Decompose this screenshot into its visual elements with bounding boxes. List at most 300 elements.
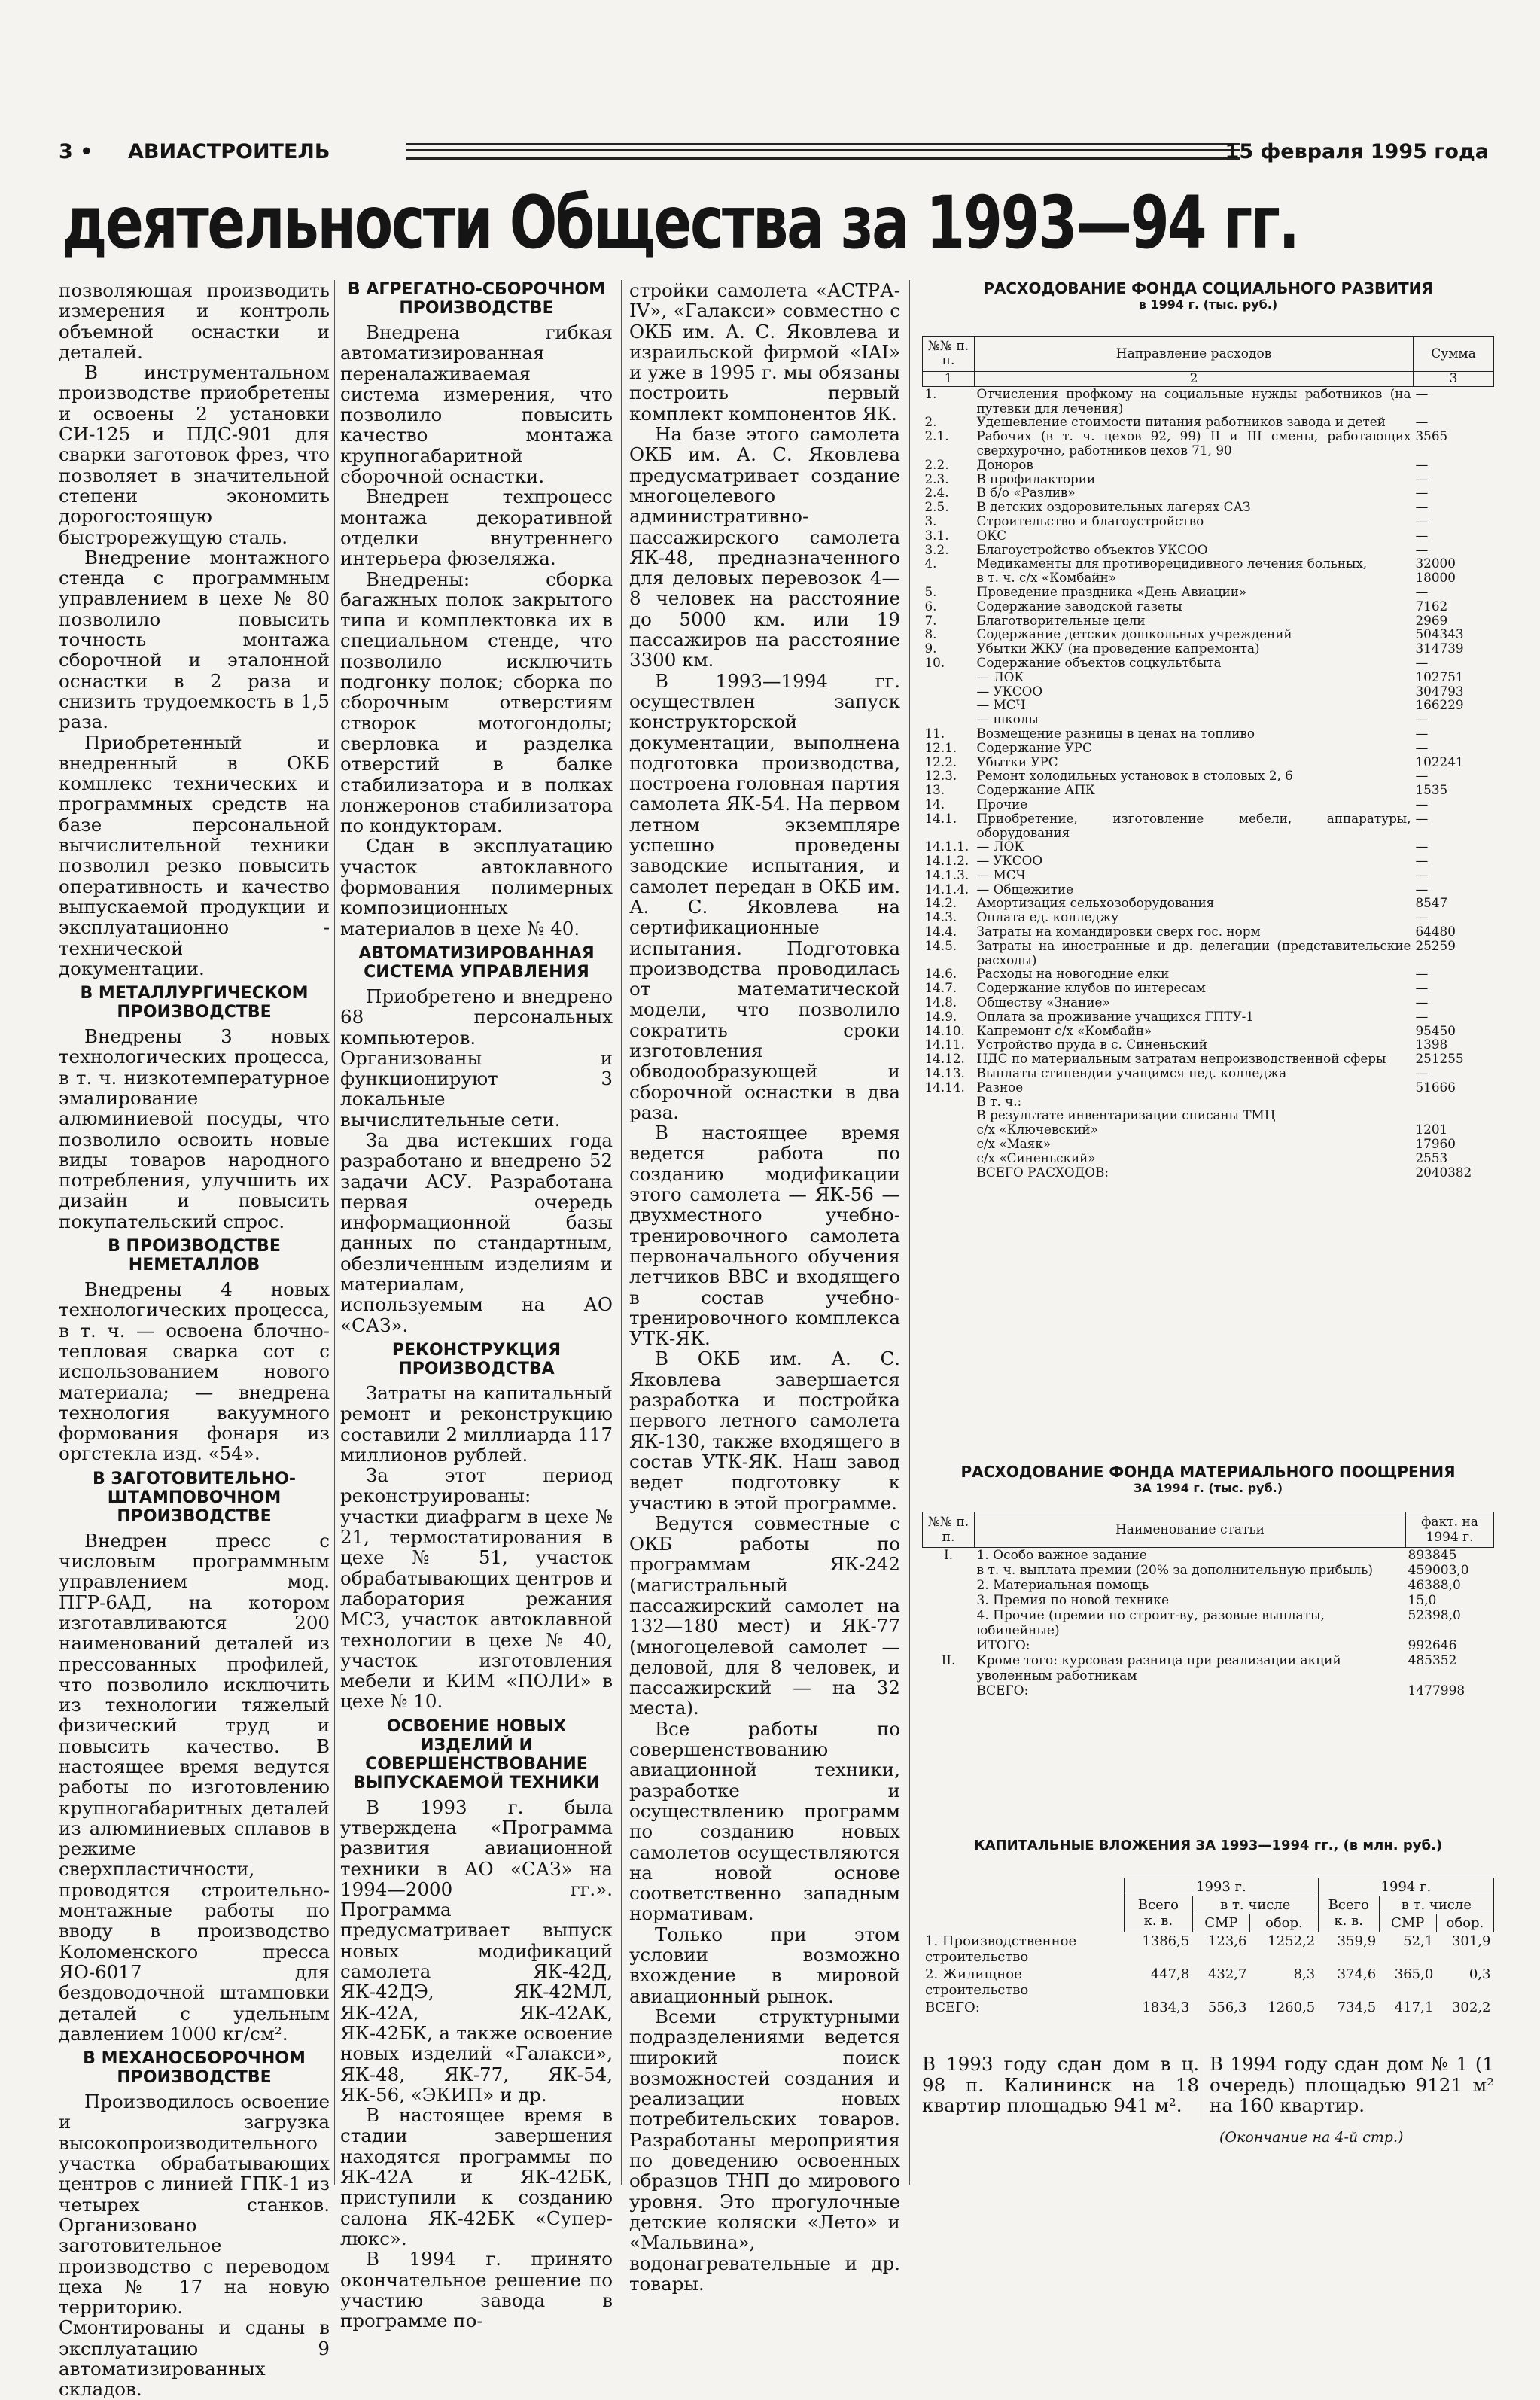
table-cell: 734,5 [1337, 1999, 1377, 2015]
table-cell: Оплата ед. колледжу [976, 909, 1119, 925]
table-cell: 12.2. [924, 754, 957, 769]
year-header: 1994 г. [1318, 1878, 1493, 1896]
table-row [923, 500, 1494, 514]
table-cell: Амортизация сельхозоборудования [976, 895, 1215, 911]
paragraph: В 1993—1994 гг. осуществлен запуск конструкторской документации, выполнена подготовка производства, построена головная партия самолета ЯК-54. На первом летном экземпляре успешно проведены заводские испытания, и самолет передан в ОКБ им. А. С. Яковлева на сертификационные испытания. Подготовка производства проводилась от математической модели, что позволило сократить сроки изготовления обводообразующей и сборочной оснастки в два раза. [629, 669, 900, 1123]
table-cell: — [1415, 853, 1429, 869]
paragraph: Внедрена гибкая автоматизированная переналаживаемая система измерения, что позволило повысить качество монтажа крупногабаритной сборочной оснастки. [340, 321, 613, 488]
table-cell: — [1415, 499, 1429, 515]
table-cell: 1834,3 [1142, 1999, 1190, 2015]
table-cell [923, 1638, 975, 1653]
table-cell: 18000 [1415, 570, 1456, 586]
section-heading: АВТОМАТИЗИРОВАННАЯ СИСТЕМА УПРАВЛЕНИЯ [358, 943, 595, 982]
table-cell: 5. [924, 583, 937, 599]
column-header: СМР [1379, 1914, 1436, 1932]
table-cell: 2.2. [924, 456, 949, 472]
table-cell: в т. ч. с/х «Комбайн» [976, 570, 1117, 586]
table-row [923, 1548, 1494, 1564]
issue-date: 15 февраля 1995 года [1225, 140, 1489, 163]
paragraph: Внедрены: сборка багажных полок закрытого типа и комплектовка их в специальном стенде, что позволило исключить подгонку полок; сборка по сборочным отверстиям створок мотогондолы; сверловка и разделка отверстий в балке стабилизатора и в полках лонжеронов стабилизатора по кондукторам. [340, 568, 613, 837]
table-cell: 14.11. [924, 1037, 965, 1052]
table-cell: — [1415, 1008, 1429, 1024]
table-cell: Проведение праздника «День Авиации» [976, 583, 1247, 599]
table-cell [923, 571, 975, 585]
table-cell: 1260,5 [1268, 1999, 1316, 2015]
newspaper-name: АВИАСТРОИТЕЛЬ [128, 140, 330, 163]
table-cell: в т. ч. выплата премии (20% за дополнительную прибыль) [976, 1563, 1374, 1578]
table-cell: НДС по материальным затратам непроизводственной сферы [976, 1051, 1386, 1067]
section-heading: В МЕТАЛЛУРГИЧЕСКОМ ПРОИЗВОДСТВЕ [80, 984, 309, 1022]
table-cell: 14.5. [924, 937, 957, 953]
table-cell: — [1415, 839, 1429, 854]
table-cell: — [1415, 881, 1429, 897]
column-header: в т. числе [1379, 1896, 1493, 1914]
table-cell: — [1415, 796, 1429, 812]
table-row [923, 415, 1494, 429]
table-row [923, 1165, 1494, 1180]
table-cell: 14.4. [924, 924, 957, 940]
table-cell: Оплата за проживание учащихся ГПТУ-1 [976, 1008, 1254, 1024]
table-row [923, 641, 1494, 656]
page-title: деятельности Общества за 1993—94 гг. [62, 181, 1298, 265]
table-cell: 556,3 [1207, 1999, 1247, 2015]
table-cell: 374,6 [1337, 1966, 1377, 1982]
table-cell: 14.1.1. [924, 839, 969, 854]
table-cell [923, 1563, 975, 1578]
empty-cell [922, 1878, 1125, 1896]
table-cell: — [1415, 866, 1429, 882]
table-row [923, 1024, 1494, 1038]
table-cell: — [1415, 980, 1429, 996]
table-cell: — [1415, 810, 1429, 826]
table-cell: Убытки ЖКУ (на проведение капремонта) [976, 641, 1260, 656]
kv-label: к. в. [1334, 1913, 1363, 1929]
table-row [923, 1080, 1494, 1095]
table-cell [923, 1108, 975, 1122]
table-row [923, 924, 1494, 939]
table-cell: Возмещение разницы в ценах на топливо [976, 725, 1255, 741]
column-header: в т. числе [1192, 1896, 1318, 1914]
table-cell: — [1415, 966, 1429, 982]
table-cell: с/х «Маяк» [976, 1136, 1052, 1152]
table-cell: Приобретение, изготовление мебели, аппаратуры, оборудования [976, 810, 1411, 840]
table-cell: Затраты на иностранные и др. делегации (представительские расходы) [976, 937, 1411, 967]
article-column-2 [340, 280, 613, 2332]
table-cell: 2969 [1415, 612, 1448, 628]
table-cell: 359,9 [1337, 1933, 1377, 1949]
table-cell: — [1415, 909, 1429, 925]
table-cell: 7162 [1415, 598, 1448, 614]
table-cell: 25259 [1415, 937, 1456, 953]
table-cell: — [1415, 527, 1429, 543]
table-cell: 52398,0 [1408, 1608, 1461, 1623]
table-cell [923, 684, 975, 699]
table-cell: ИТОГО: [976, 1638, 1030, 1653]
table-cell: 14.1.4. [924, 881, 969, 897]
table-cell: II. [941, 1653, 956, 1668]
table-cell: 4. Прочие (премии по строит-ву, разовые выплаты, юбилейные) [976, 1608, 1325, 1638]
table-cell [923, 670, 975, 684]
table-cell: Расходы на новогодние елки [976, 966, 1170, 982]
table-cell: 102241 [1415, 754, 1464, 769]
housing-1993: В 1993 году сдан дом в ц. 98 п. Калининск на 18 квартир площадью 941 м². [922, 2053, 1199, 2116]
table-row [923, 670, 1494, 684]
table-cell: — Общежитие [976, 881, 1074, 897]
table-row [923, 1593, 1494, 1608]
table-cell [923, 1165, 975, 1180]
table-cell: Устройство пруда в с. Синеньский [976, 1037, 1207, 1052]
paragraph: В настоящее время в стадии завершения находятся программы по ЯК-42А и ЯК-42БК, приступили к созданию салона ЯК-42БК «Супер-люкс». [340, 2104, 613, 2249]
table-cell: 2040382 [1415, 1164, 1472, 1180]
table-cell: 2. [924, 414, 937, 430]
table-cell: 14.1.2. [924, 853, 969, 869]
table-cell: 8547 [1415, 895, 1448, 911]
paragraph: Ведутся совместные с ОКБ работы по программам ЯК-242 (магистральный пассажирский самолет на 132—180 мест) и ЯК-77 (многоцелевой самолет — деловой, для 8 человек, и пассажирский — на 32 места). [629, 1512, 900, 1719]
paragraph: В 1994 г. принято окончательное решение по участию завода в программе по- [340, 2248, 613, 2332]
table-row [923, 741, 1494, 755]
table-cell: 64480 [1415, 924, 1456, 940]
paragraph: Сдан в эксплуатацию участок автоклавного формования полимерных композиционных материалов в цехе № 40. [340, 835, 613, 940]
table-row [923, 1066, 1494, 1080]
paragraph: Внедрены 4 новых технологических процесса, в т. ч. — освоена блочно-тепловая сварка сот с использованием нового материала; — внедрена технология вакуумного формования фонаря из оргстекла изд. «54». [59, 1278, 330, 1465]
table-row [923, 1010, 1494, 1024]
page-number: 3 • [59, 140, 93, 163]
table-cell: Убытки УРС [976, 754, 1058, 769]
table-row [923, 797, 1494, 812]
table-cell: 95450 [1415, 1022, 1456, 1038]
table-cell: — МСЧ [976, 697, 1026, 713]
table-cell: — [1415, 385, 1429, 401]
table-cell [923, 1151, 975, 1165]
table-cell: I. [943, 1548, 954, 1563]
paragraph: Внедрение монтажного стенда с программным управлением в цехе № 80 позволило повысить точность монтажа сборочной и эталонной оснастки в 2 раза и снизить трудоемкость в 1,5 раза. [59, 546, 330, 733]
table-cell: с/х «Синеньский» [976, 1150, 1096, 1165]
table-cell: 3.1. [924, 527, 949, 543]
table-row [923, 528, 1494, 543]
table-cell: — [1415, 994, 1429, 1010]
table-row [923, 1608, 1494, 1638]
column-number: 1 [923, 372, 975, 387]
table-cell: Выплаты стипендии учащимся пед. колледжа [976, 1065, 1287, 1081]
table-cell: 14.12. [924, 1051, 965, 1067]
column-number: 3 [1414, 372, 1494, 387]
table-row [923, 429, 1494, 458]
table-cell: В б/о «Разлив» [976, 485, 1076, 501]
table-cell: 14.10. [924, 1022, 965, 1038]
table-row [923, 995, 1494, 1010]
table-cell: 2.5. [924, 499, 949, 515]
table-cell: 14.13. [924, 1065, 965, 1081]
table-cell: 3.2. [924, 541, 949, 557]
total-label: Всего [1328, 1897, 1369, 1913]
table-row [923, 1108, 1494, 1122]
table-row [923, 783, 1494, 797]
table-cell: 13. [924, 782, 945, 798]
paragraph: За этот период реконструированы: участки диафрагм в цехе № 21, термостатирования в цехе № 51, участок обрабатывающих центров и лаборатория режания МСЗ, участок автоклавной технологии в цехе № 40, участок изготовления мебели и КИМ «ПОЛИ» в цехе № 10. [340, 1464, 613, 1713]
table-cell: Содержание заводской газеты [976, 598, 1182, 614]
table-cell: 365,0 [1394, 1966, 1434, 1982]
table-cell: — [1415, 541, 1429, 557]
table-cell: 1. [924, 385, 937, 401]
table-cell [923, 1137, 975, 1151]
table-cell: 504343 [1415, 626, 1464, 642]
table-row [923, 684, 1494, 699]
table-row [923, 812, 1494, 840]
table-row [923, 486, 1494, 500]
paragraph: На базе этого самолета ОКБ им. А. С. Яковлева предусматривает создание многоцелевого административно-пассажирского самолета ЯК-48, предназначенного для деловых перевозок 4—8 человек на расстояние до 5000 км. или 19 пассажиров на расстояние 3300 км. [629, 423, 900, 672]
table-cell: 893845 [1408, 1548, 1457, 1563]
table-cell: Прочие [976, 796, 1028, 812]
column-header [1318, 1896, 1379, 1932]
column-divider [621, 280, 622, 2185]
table-cell: Содержание АПК [976, 782, 1095, 798]
social-fund-table [922, 336, 1494, 1179]
table-cell: — ЛОК [976, 839, 1024, 854]
table-row [923, 1563, 1494, 1578]
paragraph: За два истекших года разработано и внедрено 52 задачи АСУ. Разработана первая очередь информационной базы данных по стандартным, обезличенным изделиям и материалам, используемым на АО «САЗ». [340, 1128, 613, 1336]
column-divider [334, 280, 335, 2185]
header-rule [406, 143, 1240, 160]
column-header: обор. [1249, 1914, 1318, 1932]
page-header [59, 140, 1489, 167]
table-cell: — УКСОО [976, 853, 1043, 869]
table-cell: ВСЕГО РАСХОДОВ: [976, 1164, 1109, 1180]
table-row [923, 1151, 1494, 1165]
table-row [923, 1137, 1494, 1151]
table-cell: 1252,2 [1268, 1933, 1316, 1949]
column-header: СМР [1192, 1914, 1249, 1932]
table-cell: 32000 [1415, 556, 1456, 571]
table-cell: В результате инвентаризации списаны ТМЦ [976, 1107, 1276, 1123]
table-header-row [922, 1896, 1494, 1914]
table-cell: 1477998 [1408, 1683, 1465, 1698]
table-row [922, 1932, 1494, 1966]
table-cell: 51666 [1415, 1079, 1456, 1095]
paragraph: Внедрены 3 новых технологических процесса, в т. ч. низкотемпературное эмалирование алюминиевой посуды, что позволило освоить новые виды товаров народного потребления, улучшить их дизайн и повысить покупательский спрос. [59, 1025, 330, 1232]
table-cell: В т. ч.: [976, 1093, 1022, 1109]
section-heading: В ПРОИЗВОДСТВЕ НЕМЕТАЛЛОВ [108, 1237, 281, 1275]
table-title: РАСХОДОВАНИЕ ФОНДА МАТЕРИАЛЬНОГО ПООЩРЕНИЯ [960, 1463, 1456, 1481]
table-cell: 12.3. [924, 768, 957, 784]
table-cell: 2.3. [924, 471, 949, 486]
table-cell: — [1415, 513, 1429, 528]
column-header: Направление расходов [975, 337, 1414, 372]
paragraph: Только при этом условии возможно вхождение в мировой авиационный рынок. [629, 1923, 900, 2007]
empty-cell [922, 1896, 1125, 1914]
table-row [923, 458, 1494, 472]
table-cell: 1398 [1415, 1037, 1448, 1052]
social-fund-heading [922, 280, 1494, 312]
table-cell: 1201 [1415, 1122, 1448, 1138]
table-row [923, 967, 1494, 981]
table-cell: 10. [924, 654, 945, 670]
capital-investment-heading [922, 1837, 1494, 1854]
paragraph: Приобретено и внедрено 68 персональных компьютеров. Организованы и функционируют 3 локальные вычислительные сети. [340, 985, 613, 1131]
table-row [923, 1052, 1494, 1066]
table-cell: — УКСОО [976, 683, 1043, 699]
table-cell: 166229 [1415, 697, 1464, 713]
table-row [923, 514, 1494, 528]
table-cell: 14.1.3. [924, 866, 969, 882]
table-cell: 14.2. [924, 895, 957, 911]
table-title: РАСХОДОВАНИЕ ФОНДА СОЦИАЛЬНОГО РАЗВИТИЯ [983, 279, 1433, 297]
table-cell: 1386,5 [1142, 1933, 1190, 1949]
table-cell: В детских оздоровительных лагерях САЗ [976, 499, 1251, 515]
empty-cell [922, 1914, 1125, 1932]
paragraph: В ОКБ им. А. С. Яковлева завершается разработка и постройка первого летного самолета ЯК-130, также входящего в состав УТК-ЯК. Наш завод ведет подготовку к участию в этой программе. [629, 1348, 900, 1514]
total-label: Всего [1137, 1897, 1179, 1913]
paragraph: Всеми структурными подразделениями ведется широкий поиск возможностей создания и реализации новых потребительских товаров. Разработаны мероприятия по доведению освоенных образцов ТНП до мирового уровня. Это прогулочные детские коляски «Лето» и «Мальвина», водонагревательные и др. товары. [629, 2005, 900, 2295]
table-cell: — [1415, 414, 1429, 430]
table-cell [923, 712, 975, 726]
column-header: Наименование статьи [975, 1512, 1406, 1548]
table-cell: 17960 [1415, 1136, 1456, 1152]
table-cell: — [1415, 485, 1429, 501]
table-cell: — ЛОК [976, 669, 1024, 684]
table-cell: Ремонт холодильных установок в столовых 2, 6 [976, 768, 1293, 784]
column-header: обор. [1436, 1914, 1493, 1932]
table-row [923, 556, 1494, 571]
table-row [923, 599, 1494, 614]
column-header: №№ п. п. [923, 337, 975, 372]
table-row [923, 571, 1494, 585]
section-heading: В АГРЕГАТНО-СБОРОЧНОМ ПРОИЗВОДСТВЕ [347, 280, 606, 318]
paragraph: Внедрен техпроцесс монтажа декоративной отделки внутреннего интерьера фюзеляжа. [340, 486, 613, 570]
table-cell: 304793 [1415, 683, 1464, 699]
table-cell: 485352 [1408, 1653, 1457, 1668]
table-cell: Строительство и благоустройство [976, 513, 1204, 528]
table-cell: 11. [924, 725, 945, 741]
table-cell: ВСЕГО: [976, 1683, 1029, 1698]
table-row [922, 1966, 1494, 1999]
table-row [923, 1037, 1494, 1052]
table-row [923, 627, 1494, 641]
column-header [1125, 1896, 1193, 1932]
table-cell: Содержание клубов по интересам [976, 980, 1206, 996]
table-cell: 15,0 [1408, 1593, 1437, 1608]
table-cell: 3565 [1415, 428, 1448, 444]
table-cell: 14.14. [924, 1079, 965, 1095]
section-heading: В ЗАГОТОВИТЕЛЬНО-ШТАМПОВОЧНОМ ПРОИЗВОДСТВЕ [92, 1469, 296, 1526]
table-cell: 2.1. [924, 428, 949, 444]
table-row [923, 1653, 1494, 1683]
table-cell: 8,3 [1293, 1966, 1316, 1982]
table-cell [923, 1122, 975, 1137]
table-cell: Благоустройство объектов УКСОО [976, 541, 1208, 557]
table-cell: Кроме того: курсовая разница при реализации акций уволенным работникам [976, 1653, 1341, 1683]
table-row [923, 698, 1494, 712]
table-row [923, 1578, 1494, 1593]
table-row [923, 854, 1494, 868]
table-cell: 3. Премия по новой технике [976, 1593, 1170, 1608]
table-cell: 102751 [1415, 669, 1464, 684]
table-row [923, 1095, 1494, 1109]
table-cell: 432,7 [1207, 1966, 1247, 1982]
year-header: 1993 г. [1125, 1878, 1319, 1896]
table-row [923, 896, 1494, 910]
table-cell: 123,6 [1207, 1933, 1247, 1949]
paragraph: стройки самолета «АСТРА-IV», «Галакси» совместно с ОКБ им. А. С. Яковлева и израильской фирмой «IAI» и уже в 1995 г. мы обязаны построить первый комплект компонентов ЯК. [629, 279, 900, 425]
table-cell: Отчисления профкому на социальные нужды работников (на путевки для лечения) [976, 385, 1411, 416]
table-cell: 459003,0 [1408, 1563, 1469, 1578]
table-cell: Медикаменты для противорецидивного лечения больных, [976, 556, 1368, 571]
paragraph: В 1993 г. была утверждена «Программа развития авиационной техники в АО «САЗ» на 1994—2000 гг.». Программа предусматривает выпуск новых модификаций самолета ЯК-42Д, ЯК-42ДЭ, ЯК-42МЛ, ЯК-42А, ЯК-42АК, ЯК-42БК, а также освоение новых изделий «Галакси», ЯК-48, ЯК-77, ЯК-54, ЯК-56, «ЭКИП» и др. [340, 1795, 613, 2106]
article-column-1 [59, 279, 330, 2400]
table-row [923, 614, 1494, 628]
table-cell: 0,3 [1468, 1966, 1491, 1982]
table-cell: 9. [924, 641, 937, 656]
table-cell: 314739 [1415, 641, 1464, 656]
table-cell: 302,2 [1451, 1999, 1491, 2015]
table-row [923, 910, 1494, 924]
table-cell: — [1415, 725, 1429, 741]
table-header-row [922, 1914, 1494, 1932]
table-row [923, 868, 1494, 882]
paragraph: Производилось освоение и загрузка высокопроизводительного участка обрабатывающих центров с линией ГПК-1 из четырех станков. Организовано заготовительное производство с переводом цеха № 17 на новую территорию. Смонтированы и сданы в эксплуатацию 9 автоматизированных складов. [59, 2091, 330, 2400]
table-row [923, 726, 1494, 741]
table-cell: Обществу «Знание» [976, 994, 1110, 1010]
table-cell: — [1415, 583, 1429, 599]
table-cell: 3. [924, 513, 937, 528]
table-cell: 14.7. [924, 980, 957, 996]
table-cell [923, 698, 975, 712]
table-row [923, 882, 1494, 897]
paragraph: Все работы по совершенствованию авиационной техники, разработке и осуществлению программ по созданию новых самолетов осуществляются на новой основе соответственно западным нормативам. [629, 1717, 900, 1925]
table-cell [923, 1095, 975, 1109]
table-cell: 14.6. [924, 966, 957, 982]
table-row [923, 755, 1494, 769]
paragraph: Внедрен пресс с числовым программным управлением мод. ПГР-6АД, на котором изготавливаются 200 наименований деталей из прессованных профилей, что позволило исключить из технологии тяжелый физический труд и повысить качество. В настоящее время ведутся работы по изготовлению крупногабаритных деталей из алюминиевых сплавов в режиме сверхпластичности, проводятся строительно-монтажные работы по вводу в производство Коломенского пресса ЯО-6017 для бездоводочной штамповки деталей с удельным давлением 1000 кг/см². [59, 1529, 330, 2045]
table-cell: — [1415, 711, 1429, 727]
table-subtitle: в 1994 г. (тыс. руб.) [1138, 297, 1278, 312]
table-cell: 14.9. [924, 1008, 957, 1024]
table-row [923, 1683, 1494, 1698]
paragraph: Затраты на капитальный ремонт и реконструкцию составили 2 миллиарда 117 миллионов рублей. [340, 1381, 613, 1466]
table-cell: — [1415, 456, 1429, 472]
column-header: факт. на 1994 г. [1406, 1512, 1494, 1548]
capital-investment-table [922, 1878, 1494, 2016]
table-cell: В профилактории [976, 471, 1096, 486]
table-cell: 14.1. [924, 810, 957, 826]
table-cell: 1. Производственное строительство [925, 1932, 1077, 1965]
table-header-row [923, 337, 1494, 372]
table-cell [923, 1578, 975, 1593]
table-cell: Рабочих (в т. ч. цехов 92, 99) II и III смены, работающих сверхурочно, работников цехов 71, 90 [976, 428, 1411, 458]
material-fund-table [922, 1512, 1494, 1698]
table-cell: — [1415, 739, 1429, 755]
table-cell: Содержание объектов соцкультбыта [976, 654, 1222, 670]
table-cell: Удешевление стоимости питания работников завода и детей [976, 414, 1386, 430]
table-cell: 1535 [1415, 782, 1448, 798]
table-cell: Содержание УРС [976, 739, 1092, 755]
table-cell: — школы [976, 711, 1039, 727]
column-divider [909, 280, 910, 2185]
table-cell: — [1415, 768, 1429, 784]
table-row [923, 386, 1494, 415]
table-cell: — [1415, 654, 1429, 670]
table-row [923, 839, 1494, 854]
table-row [923, 1122, 1494, 1137]
article-column-3 [629, 279, 900, 2295]
table-header-row [923, 372, 1494, 387]
table-cell: 4. [924, 556, 937, 571]
table-cell: 2553 [1415, 1150, 1448, 1165]
kv-label: к. в. [1143, 1913, 1173, 1929]
paragraph: В инструментальном производстве приобретены и освоены 2 установки СИ-125 и ПДС-901 для сварки заготовок фрез, что позволяет в значительной степени экономить дорогостоящую быстрорежущую сталь. [59, 361, 330, 548]
table-cell [1414, 1108, 1494, 1122]
table-cell: ВСЕГО: [925, 1999, 980, 2015]
column-header: №№ п. п. [923, 1512, 975, 1548]
